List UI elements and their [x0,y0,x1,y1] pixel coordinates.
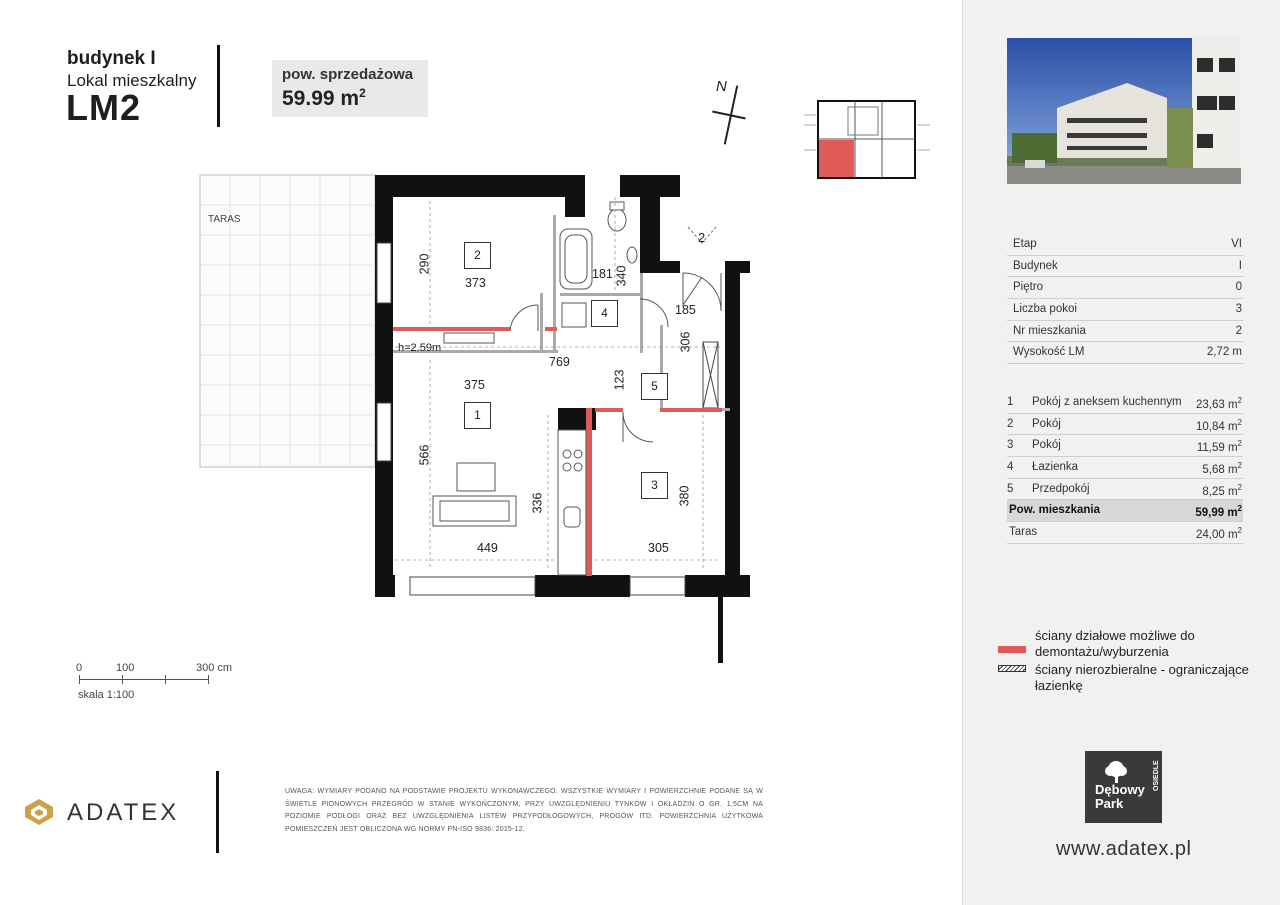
sales-area-value: 59.99 $m^2$ [282,86,366,110]
dim-305: 305 [648,541,669,555]
scale-mark [122,675,123,684]
room-height-label: h=2.59m [398,342,442,354]
adatex-wordmark: ADATEX [67,799,180,826]
dim-769: 769 [549,355,570,369]
scale-label: skala 1:100 [78,689,135,701]
terrace-area-row: Taras 24,00 $m^2$ [1007,522,1243,544]
scale-tick-300: 300 cm [196,662,233,674]
website-link[interactable]: www.adatex.pl [1056,838,1192,860]
debowy-park-logo [1085,751,1162,823]
scale-mark [165,675,166,684]
sales-area-box [272,60,428,117]
hatched-wall-swatch [998,665,1026,672]
room-number-2: 2 [464,242,491,269]
dim-181: 181 [592,267,613,281]
building-photo [1007,38,1241,184]
non-removable-wall [703,342,718,408]
scale-tick-100: 100 [116,662,135,674]
info-row: Piętro 0 [1007,277,1243,299]
adatex-logo-icon [21,797,57,827]
dim-290: 290 [417,253,432,275]
hatched-wall-legend: ściany nierozbieralne - ograniczające łazienkę [1035,662,1249,693]
room-row: 3 Pokój 11,59 $m^2$ [1007,435,1243,457]
removable-wall-legend: ściany działowe możliwe do demontażu/wyburzenia [1035,628,1195,659]
park-estate-label: OSIEDLE [1153,760,1160,791]
room-number-4: 4 [591,300,618,327]
dim-340: 340 [614,265,629,287]
north-label: N [716,78,727,95]
total-area-row: Pow. mieszkania 59,99 $m^2$ [1007,500,1243,522]
furniture [433,333,516,526]
scale-tick-0: 0 [76,662,83,674]
room-row: 5 Przedpokój 8,25 $m^2$ [1007,479,1243,501]
dim-449: 449 [477,541,498,555]
park-name: Dębowy Park [1095,782,1145,811]
dim-380: 380 [677,485,692,507]
room-number-1: 1 [464,402,491,429]
room-row: 2 Pokój 10,84 $m^2$ [1007,414,1243,436]
info-row: Etap VI [1007,234,1243,256]
info-row: Wysokość LM 2,72 m [1007,342,1243,364]
disclaimer-text: UWAGA: WYMIARY PODANO NA PODSTAWIE PROJEKTU WYKONAWCZEGO. WSZYSTKIE WYMIARY I POWIERZCHNIE PODANE SĄ W ŚWIETLE PIONOWYCH PRZEGRÓD W STANIE WYKOŃCZONYM, PRZY UWZGLĘDNIENIU TYNKÓW I OKŁADZIN O GR. 1,5CM NA POZIOMIE PODŁOGI ORAZ BEZ UWZGLĘDNIENIA LISTEW PRZYPODŁOGOWYCH, PROGÓW ITD. POWIERZCHNIA UŻYTKOWA POMIESZCZEŃ JEST OBLICZONA WG NORMY PN-ISO 9836: 2015-12. [285,788,763,833]
unit-type-label: Lokal mieszkalny [67,71,197,90]
scale-mark [208,675,209,684]
terrace-label: TARAS [208,214,241,225]
sales-area-label: pow. sprzedażowa [282,66,414,83]
scale-mark [79,675,80,684]
dim-123: 123 [612,369,627,391]
dim-185: 185 [675,303,696,317]
apartment-info-table [1007,234,1243,364]
entrance-number: 2 [698,230,706,245]
dim-566: 566 [417,444,432,466]
removable-wall-swatch [998,646,1026,653]
dim-336: 336 [530,492,545,514]
rooms-table [1007,392,1243,544]
room-number-3: 3 [641,472,668,499]
unit-code: LM2 [66,87,141,128]
scale-bar [79,679,209,680]
dim-373: 373 [465,276,486,290]
header-divider [217,45,220,127]
building-label: budynek I [67,48,156,69]
room-number-5: 5 [641,373,668,400]
footer-divider [216,771,219,853]
key-plan-highlight [819,140,854,177]
kitchen-counter [558,430,586,575]
info-row: Budynek I [1007,256,1243,278]
dim-306: 306 [678,331,693,353]
room-row: 4 Łazienka 5,68 $m^2$ [1007,457,1243,479]
room-row: 1 Pokój z aneksem kuchennym 23,63 $m^2$ [1007,392,1243,414]
dim-375: 375 [464,378,485,392]
info-row: Liczba pokoi 3 [1007,299,1243,321]
key-plan-thumbnail [800,95,935,185]
info-row: Nr mieszkania 2 [1007,321,1243,343]
